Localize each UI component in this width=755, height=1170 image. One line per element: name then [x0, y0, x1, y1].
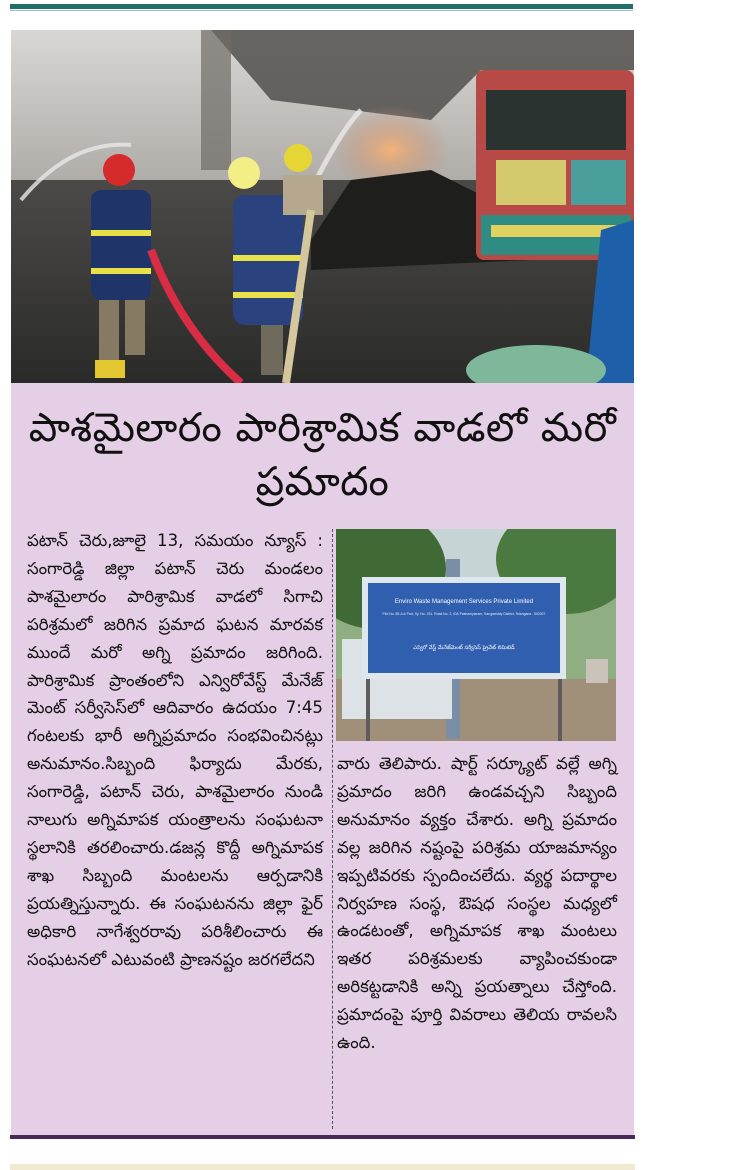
- bottom-band: [10, 1164, 635, 1170]
- main-news-photo: [11, 30, 634, 383]
- top-rule: [10, 4, 633, 9]
- sign-telugu: ఎన్విరో వేస్ట్ మేనేజ్‌మెంట్ సర్వీసెస్ ప్రైవేట్ లిమిటెడ్: [413, 645, 515, 651]
- bottom-rule: [10, 1135, 635, 1139]
- top-rule-thin: [10, 10, 633, 11]
- sign-address: Plot No. 85-A & Part, Sy. No. 231, Road No. 2, IDA Pashamylaram, Sangareddy District, Telangana - 502307: [382, 612, 546, 616]
- sign-title: Enviro Waste Management Services Private Limited: [394, 599, 534, 605]
- headline-line-1: పాశమైలారం పారిశ్రామిక వాడలో మరో: [28, 405, 617, 451]
- left-column-text: పటాన్ చెరు,జూలై 13, సమయం న్యూస్ : సంగారెడ్డి జిల్లా పటాన్ చెరు మండలం పాశమైలారం పారిశ్రామిక వాడలో సిగాచి పరిశ్రమలో జరిగిన ప్రమాద ఘటన మారవక ముందే మరో అగ్ని ప్రమాదం జరిగింది. పారిశ్రామిక ప్రాంతంలోని ఎన్విరోవేస్ట్ మేనేజ్ మెంట్ సర్వీసెస్‌లో ఆదివారం ఉదయం 7:45 గంటలకు భారీ అగ్నిప్రమాదం సంభవించినట్లు అనుమానం.సిబ్బంది ఫిర్యాదు మేరకు, సంగారెడ్డి, పటాన్ చెరు, పాశమైలారం నుండి నాలుగు అగ్నిమాపక యంత్రాలను సంఘటనా స్థలానికి తరలించారు.డజన్ల కొద్దీ అగ్నిమాపక శాఖ సిబ్బంది మంటలను ఆర్పడానికి ప్రయత్నిస్తున్నారు. ఈ సంఘటనను జిల్లా ఫైర్ అధికారి నాగేశ్వరరావు పరిశీలించారు ఈ సంఘటనలో ఎటువంటి ప్రాణనష్టం జరగలేదని: [27, 531, 323, 969]
- article-panel: [11, 383, 634, 1135]
- headline-line-2: ప్రమాదం: [255, 459, 390, 505]
- right-column: [337, 750, 617, 1057]
- firefighters-photo-icon: [11, 30, 634, 383]
- article-headline: [11, 401, 634, 509]
- signboard-photo-icon: [336, 529, 616, 741]
- inset-photo: [336, 529, 616, 741]
- column-divider: [332, 529, 333, 1129]
- right-column-text: వారు తెలిపారు. షార్ట్ సర్క్యూట్ వల్లే అగ్ని ప్రమాదం జరిగి ఉండవచ్చని సిబ్బంది అనుమానం వ్యక్తం చేశారు. అగ్ని ప్రమాదం వల్ల జరిగిన నష్టంపై పరిశ్రమ యాజమాన్యం ఇప్పటివరకు స్పందించలేదు. వ్యర్థ పదార్థాల నిర్వహణ సంస్థ, ఔషధ సంస్థల మధ్యలో ఉండటంతో, అగ్నిమాపక శాఖ మంటలు ఇతర పరిశ్రమలకు వ్యాపించకుండా అరికట్టడానికి అన్ని ప్రయత్నాలు చేస్తోంది. ప్రమాదంపై పూర్తి వివరాలు తెలియ రావలసి ఉంది.: [337, 754, 617, 1053]
- left-column: [27, 527, 323, 974]
